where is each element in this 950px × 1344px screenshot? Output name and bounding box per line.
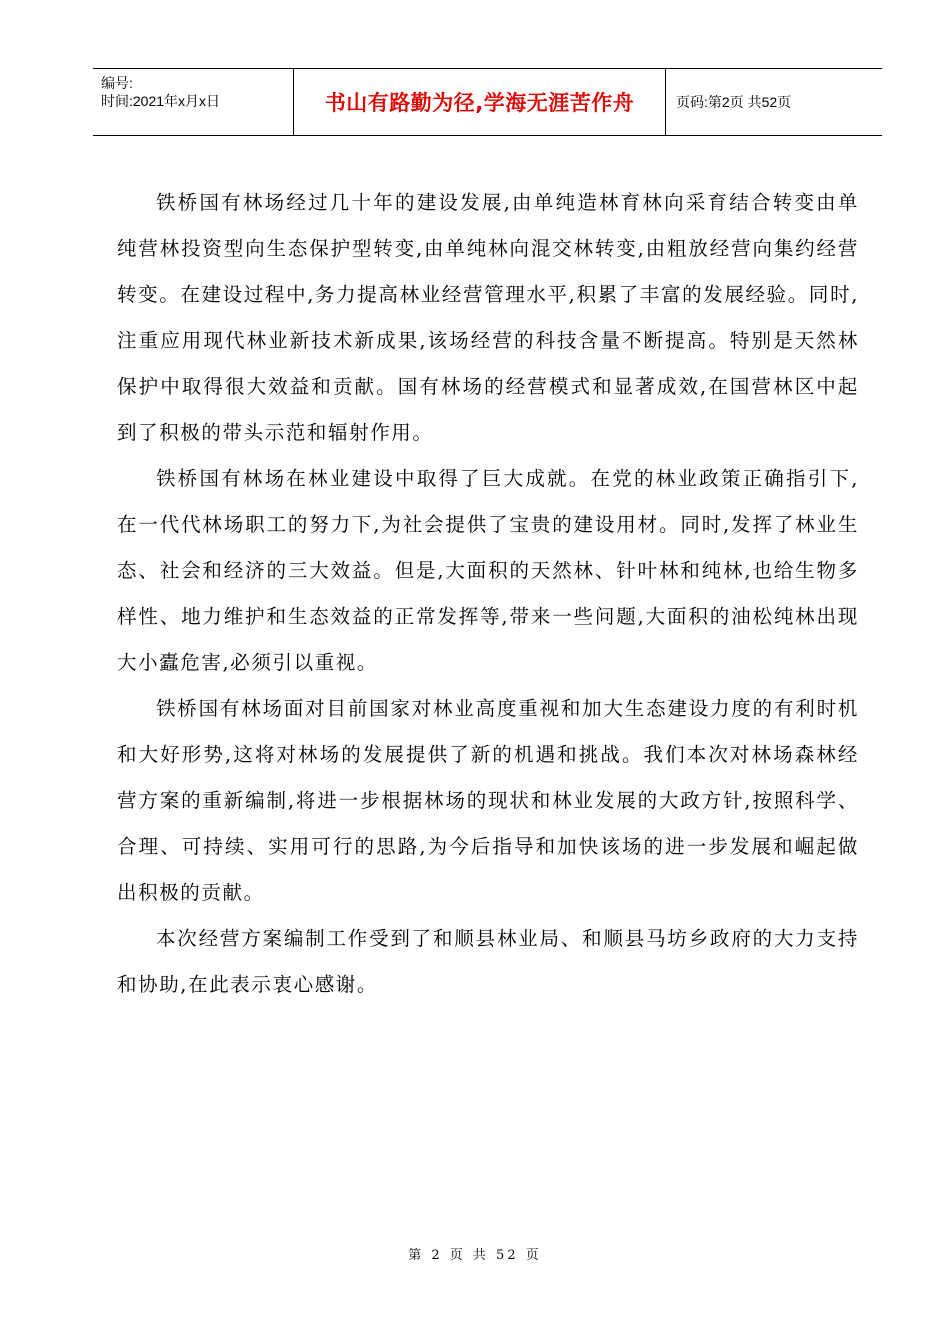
paragraph: 铁桥国有林场经过几十年的建设发展,由单纯造林育林向采育结合转变由单纯营林投资型向生态保护型转变,由单纯林向混交林转变,由粗放经营向集约经营转变。在建设过程中,务力提高林业经营管理水平,积累了丰富的发展经验。同时,注重应用现代林业新技术新成果,该场经营的科技含量不断提高。特别是天然林保护中取得很大效益和贡献。国有林场的经营模式和显著成效,在国营林区中起到了积极的带头示范和辐射作用。: [117, 191, 859, 444]
paragraph: 本次经营方案编制工作受到了和顺县林业局、和顺县马坊乡政府的大力支持和协助,在此表示衷心感谢。: [117, 927, 859, 996]
document-time-label: 时间:2021年x月x日: [101, 93, 221, 109]
page-footer: 第 2 页 共 52 页: [408, 1248, 542, 1263]
document-body: [117, 180, 859, 1008]
paragraph: 铁桥国有林场面对目前国家对林业高度重视和加大生态建设力度的有利时机和大好形势,这将对林场的发展提供了新的机遇和挑战。我们本次对林场森林经营方案的重新编制,将进一步根据林场的现状和林业发展的大政方针,按照科学、合理、可持续、实用可行的思路,为今后指导和加快该场的进一步发展和崛起做出积极的贡献。: [117, 697, 859, 904]
header-page-info: 页码:第2页 共52页: [676, 94, 792, 110]
paragraph: 铁桥国有林场在林业建设中取得了巨大成就。在党的林业政策正确指引下,在一代代林场职工的努力下,为社会提供了宝贵的建设用材。同时,发挥了林业生态、社会和经济的三大效益。但是,大面积的天然林、针叶林和纯林,也给生物多样性、地力维护和生态效益的正常发挥等,带来一些问题,大面积的油松纯林出现大小蠹危害,必须引以重视。: [117, 467, 859, 674]
header-meta: [93, 69, 294, 135]
header-motto: 书山有路勤为径,学海无涯苦作舟: [294, 69, 666, 135]
document-number-label: 编号:: [101, 75, 133, 91]
page-header: [93, 68, 882, 136]
